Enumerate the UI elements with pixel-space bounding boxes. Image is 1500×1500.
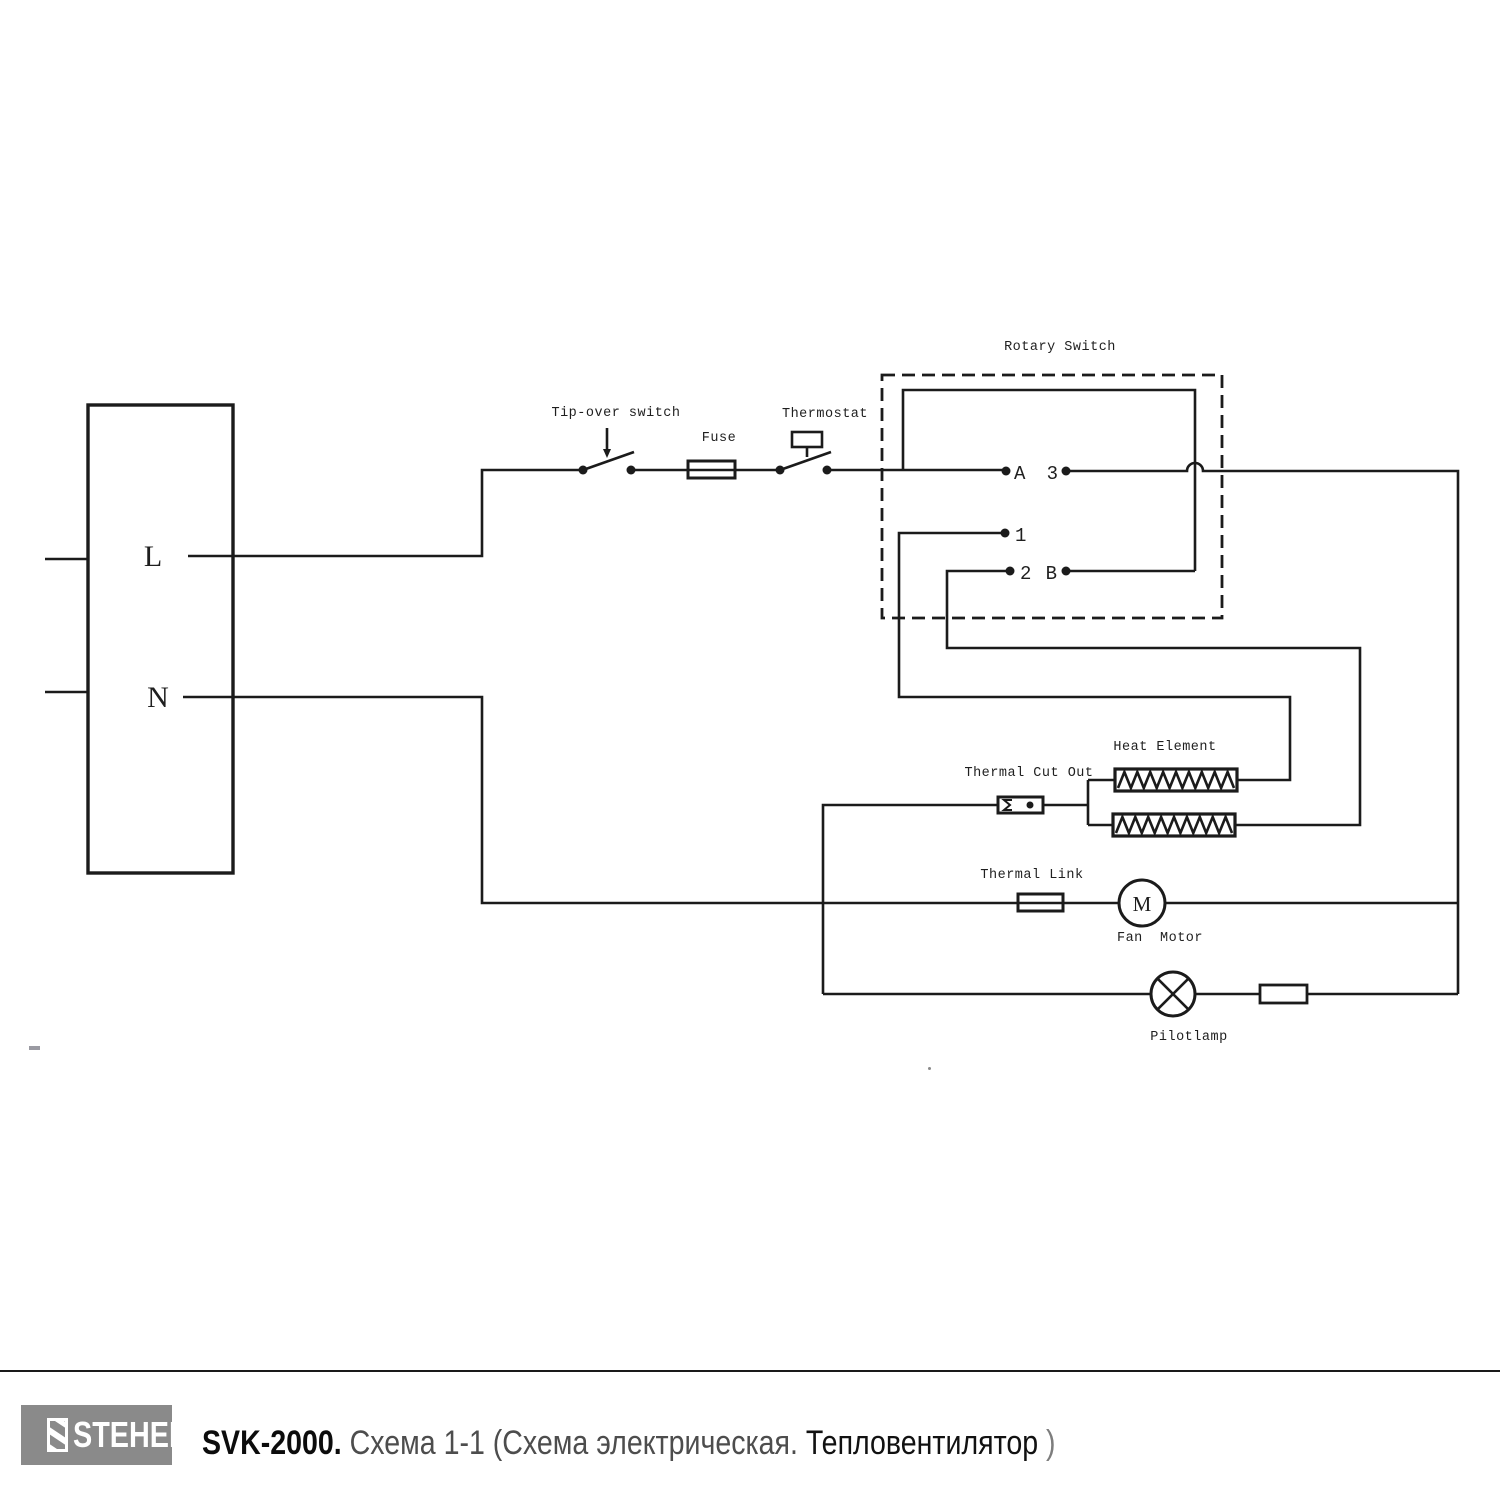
caption-highlight: Тепловентилятор bbox=[805, 1424, 1039, 1462]
thermostat bbox=[780, 432, 831, 470]
terminal-l-label: L bbox=[143, 540, 163, 573]
footer-divider bbox=[0, 1370, 1500, 1372]
wire-neutral bbox=[183, 697, 1119, 903]
terminal-1-label: 1 bbox=[1015, 525, 1027, 547]
scan-artifact bbox=[928, 1067, 931, 1070]
power-supply-box bbox=[45, 405, 233, 873]
terminal-n-label: N bbox=[147, 681, 169, 714]
contact-dots bbox=[579, 466, 1071, 576]
caption-text: Схема 1-1 (Схема электрическая. bbox=[349, 1424, 798, 1462]
pilot-lamp-branch bbox=[823, 972, 1458, 1016]
thermostat-head bbox=[792, 432, 822, 447]
thermostat-blade bbox=[780, 452, 831, 470]
lamp-resistor bbox=[1260, 985, 1307, 1003]
thermal-cut-out-label: Thermal Cut Out bbox=[964, 766, 1094, 781]
heat-element-lower bbox=[1088, 814, 1235, 836]
pilot-lamp-label: Pilotlamp bbox=[1150, 1030, 1228, 1045]
terminal-3-label: 3 bbox=[1046, 463, 1058, 485]
motor-m-label: M bbox=[1132, 892, 1152, 916]
model-number: SVK-2000. bbox=[202, 1424, 342, 1462]
heat-element-upper bbox=[1088, 769, 1237, 791]
fan-motor-label: Fan Motor bbox=[1116, 931, 1204, 946]
scan-artifact bbox=[29, 1046, 40, 1050]
actuator-arrow-icon bbox=[603, 449, 611, 458]
drawing-caption bbox=[202, 1424, 1056, 1463]
wire-cutout-to-lamp-line bbox=[823, 805, 998, 994]
switch-blade bbox=[583, 452, 634, 470]
brand-logo-mark-icon bbox=[47, 1418, 68, 1452]
resistor-zigzag bbox=[1116, 817, 1232, 833]
tip-over-switch-label: Tip-over switch bbox=[551, 406, 681, 421]
thermal-link-label: Thermal Link bbox=[980, 868, 1084, 883]
resistor-zigzag bbox=[1118, 772, 1234, 788]
pilot-lamp bbox=[1151, 972, 1195, 1016]
terminal-b-label: B bbox=[1045, 563, 1057, 585]
rotary-switch-label: Rotary Switch bbox=[1004, 340, 1116, 355]
tip-over-switch bbox=[583, 428, 634, 470]
thermostat-label: Thermostat bbox=[781, 407, 869, 422]
terminal-2-label: 2 bbox=[1020, 563, 1032, 585]
wire-live bbox=[188, 470, 583, 556]
caption-paren: ) bbox=[1046, 1424, 1056, 1462]
heat-element-label: Heat Element bbox=[1113, 740, 1217, 755]
brand-logo bbox=[21, 1405, 190, 1465]
fuse-label: Fuse bbox=[701, 431, 737, 446]
brand-name: STEHER bbox=[73, 1414, 190, 1455]
terminal-a-label: A bbox=[1014, 463, 1026, 485]
